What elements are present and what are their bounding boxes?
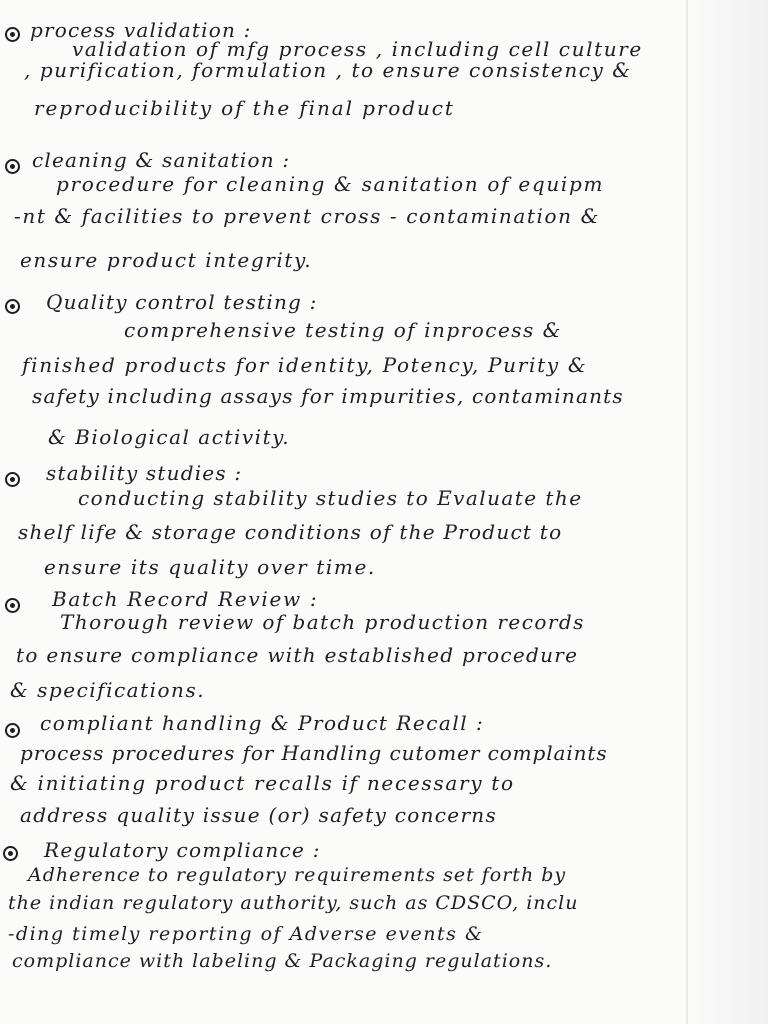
note-line: ensure product integrity.: [20, 248, 313, 272]
bullet-icon: [5, 299, 20, 314]
bullet-icon: [5, 723, 20, 738]
note-line: to ensure compliance with established procedure: [16, 643, 579, 667]
section-heading: Batch Record Review :: [52, 587, 319, 611]
note-line: , purification, formulation , to ensure consistency &: [24, 58, 632, 82]
note-line: reproducibility of the final product: [34, 96, 455, 120]
note-line: validation of mfg process , including cell culture: [72, 37, 643, 61]
note-line: shelf life & storage conditions of the Product to: [18, 520, 563, 544]
bullet-icon: [3, 846, 18, 861]
note-line: process procedures for Handling cutomer complaints: [20, 741, 608, 765]
note-line: -ding timely reporting of Adverse events &: [8, 923, 484, 945]
section-heading: compliant handling & Product Recall :: [40, 711, 485, 735]
bullet-icon: [5, 159, 20, 174]
section-heading: Quality control testing :: [46, 290, 318, 314]
note-line: & initiating product recalls if necessary to: [10, 771, 515, 795]
bullet-icon: [5, 27, 20, 42]
note-line: the indian regulatory authority, such as CDSCO, inclu: [8, 892, 579, 914]
bullet-icon: [5, 598, 20, 613]
section-heading: Regulatory compliance :: [44, 838, 321, 862]
note-line: address quality issue (or) safety concerns: [20, 803, 498, 827]
note-line: finished products for identity, Potency, Purity &: [22, 353, 588, 377]
section-heading: stability studies :: [46, 461, 243, 485]
note-line: Thorough review of batch production records: [60, 610, 585, 634]
note-line: safety including assays for impurities, contaminants: [32, 384, 624, 408]
note-line: conducting stability studies to Evaluate the: [78, 486, 583, 510]
note-line: Adherence to regulatory requirements set forth by: [28, 864, 567, 886]
page-shadow: [682, 0, 768, 1024]
note-line: -nt & facilities to prevent cross - contamination &: [14, 204, 601, 228]
section-heading: process validation :: [30, 18, 252, 42]
note-line: comprehensive testing of inprocess &: [124, 318, 562, 342]
section-heading: cleaning & sanitation :: [32, 148, 291, 172]
note-line: procedure for cleaning & sanitation of equipm: [56, 172, 605, 196]
note-line: ensure its quality over time.: [44, 555, 376, 579]
bullet-icon: [5, 472, 20, 487]
note-line: & Biological activity.: [48, 425, 291, 449]
note-line: compliance with labeling & Packaging regulations.: [12, 950, 553, 972]
note-line: & specifications.: [10, 678, 206, 702]
